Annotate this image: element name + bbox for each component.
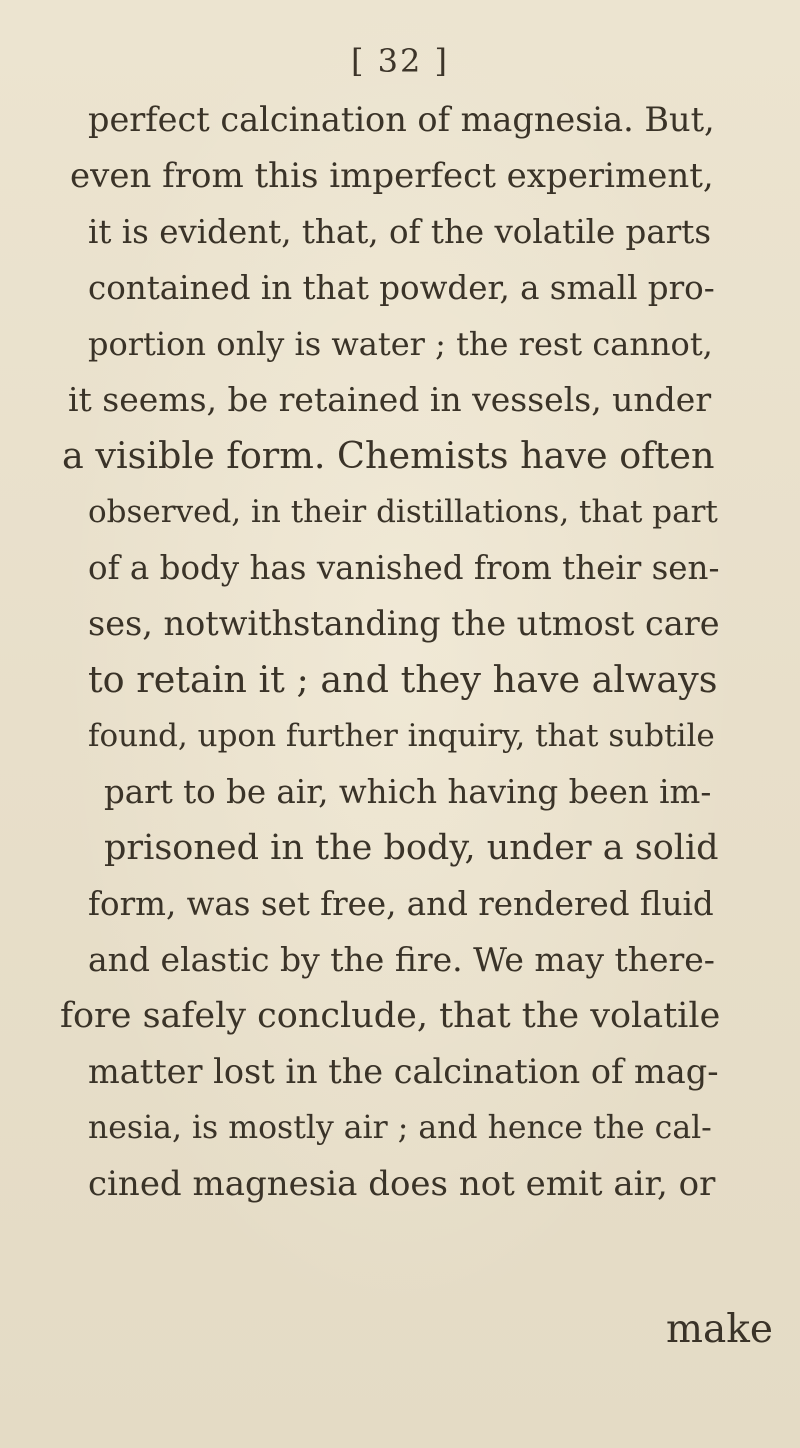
text-line: ses, notwithstanding the utmost care <box>88 604 720 643</box>
text-line: even from this imperfect experiment, <box>70 156 714 196</box>
text-line: of a body has vanished from their sen- <box>88 549 720 587</box>
text-line: nesia, is mostly air ; and hence the cal- <box>88 1110 712 1146</box>
catchword: make <box>666 1307 773 1352</box>
text-line: and elastic by the fire. We may there- <box>88 940 715 979</box>
text-line: part to be air, which having been im- <box>104 773 712 811</box>
text-line: observed, in their distillations, that part <box>88 494 718 530</box>
text-line: contained in that powder, a small pro- <box>88 269 715 307</box>
text-line: found, upon further inquiry, that subtile <box>88 718 715 754</box>
text-line: to retain it ; and they have always <box>88 658 718 701</box>
text-line: perfect calcination of magnesia. But, <box>88 100 715 139</box>
text-line: prisoned in the body, under a solid <box>104 828 719 868</box>
text-line: it seems, be retained in vessels, under <box>68 380 712 419</box>
text-line: cined magnesia does not emit air, or <box>88 1164 716 1204</box>
text-line: it is evident, that, of the volatile parts <box>88 213 712 251</box>
text-line: fore safely conclude, that the volatile <box>60 996 721 1036</box>
text-line: a visible form. Chemists have often <box>62 434 715 477</box>
text-line: portion only is water ; the rest cannot, <box>88 325 713 363</box>
text-line: form, was set free, and rendered fluid <box>88 885 714 923</box>
text-line: matter lost in the calcination of mag- <box>88 1052 719 1091</box>
page-number: [ 32 ] <box>350 42 450 80</box>
